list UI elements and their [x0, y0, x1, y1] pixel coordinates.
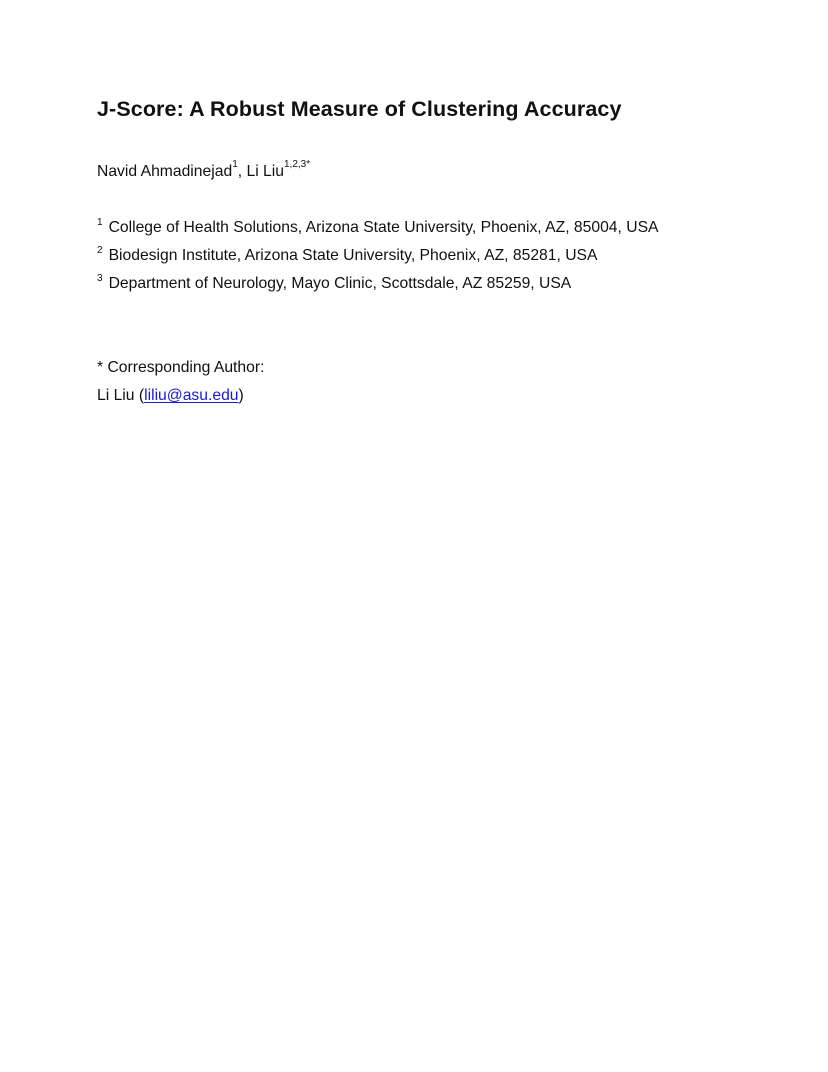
corresponding-author-label: * Corresponding Author: [97, 359, 265, 376]
author-separator: , [237, 163, 247, 180]
affiliation-number: 2 [97, 245, 103, 256]
author-affiliation-marker: 1,2,3* [283, 159, 311, 170]
paper-title: J-Score: A Robust Measure of Clustering Accuracy [97, 97, 622, 121]
author-name: Li Liu [246, 163, 284, 180]
affiliation-text: Biodesign Institute, Arizona State University, Phoenix, AZ, 85281, USA [108, 247, 598, 264]
author-name: Navid Ahmadinejad [97, 163, 233, 180]
affiliation-3 [97, 275, 571, 293]
open-paren: ( [134, 387, 145, 404]
corresponding-author-name: Li Liu [97, 387, 135, 404]
corresponding-author-contact [97, 387, 244, 405]
affiliation-text: College of Health Solutions, Arizona State University, Phoenix, AZ, 85004, USA [108, 219, 659, 236]
affiliation-number: 1 [97, 217, 103, 228]
affiliation-1 [97, 219, 659, 237]
email-link[interactable]: liliu@asu.edu [144, 387, 239, 404]
affiliation-text: Department of Neurology, Mayo Clinic, Scottsdale, AZ 85259, USA [108, 275, 572, 292]
affiliation-number: 3 [97, 273, 103, 284]
author-list [97, 159, 311, 181]
affiliation-2 [97, 247, 597, 265]
close-paren: ) [238, 387, 244, 404]
author-affiliation-marker: 1 [232, 159, 238, 170]
